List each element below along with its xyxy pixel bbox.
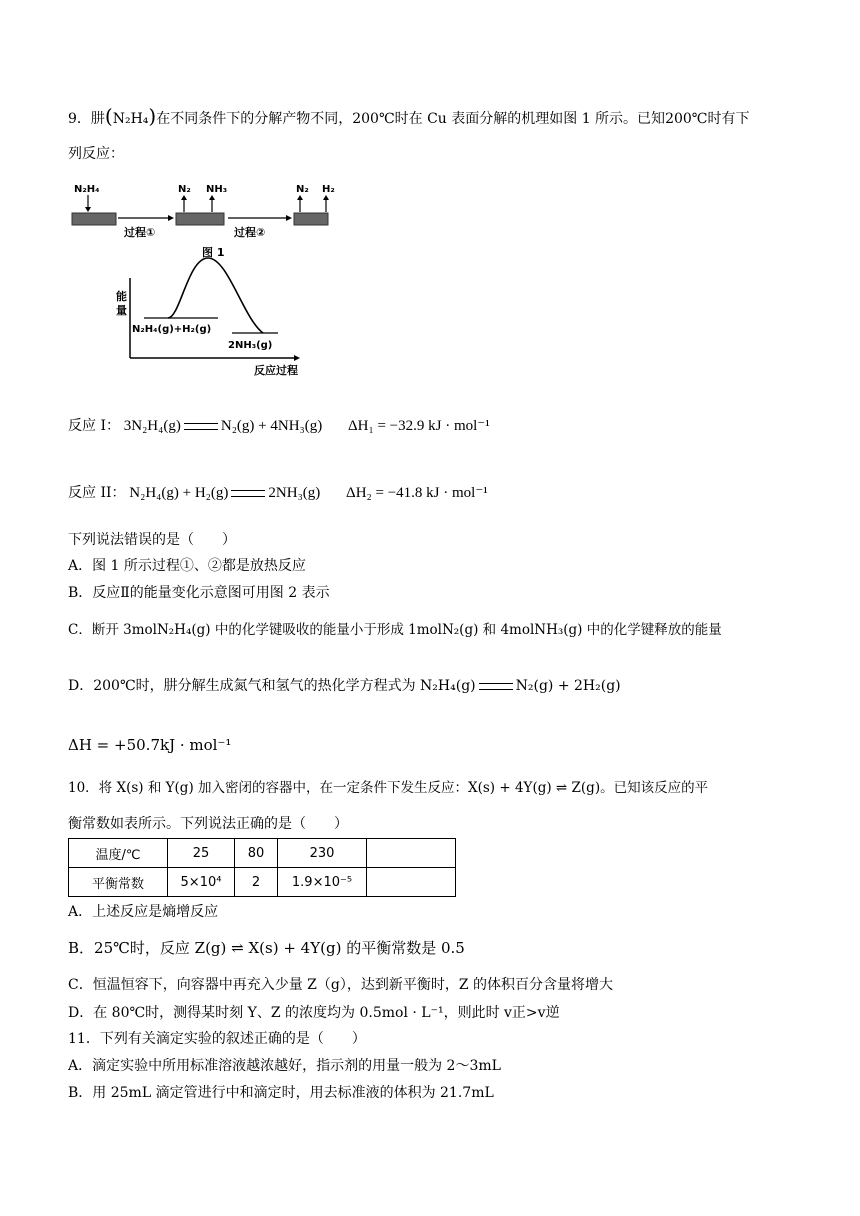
fig2-product-label: 2NH₃(g) xyxy=(228,340,273,351)
table-cell: 1.9×10⁻⁵ xyxy=(278,868,367,897)
reaction-1-lhs: 3N₂H₄(g) xyxy=(123,418,181,434)
q9-stem-line2: 列反应： xyxy=(68,146,124,162)
fig1-label-mid-b: NH₃ xyxy=(206,184,228,195)
q9-option-d: D．200℃时，肼分解生成氮气和氢气的热化学方程式为 N₂H₄(g) N₂(g) + 2H₂(g) xyxy=(68,678,621,694)
fig1-surface-1 xyxy=(72,213,116,225)
reaction-1-dh: ΔH₁ = −32.9 kJ · mol⁻¹ xyxy=(348,418,490,434)
fig1-surface-2 xyxy=(176,213,224,225)
table-cell xyxy=(367,868,456,897)
fig1-label-mid-a: N₂ xyxy=(178,184,191,195)
table-cell: 5×10⁴ xyxy=(168,868,235,897)
table-row xyxy=(69,868,456,897)
fig1-surface-3 xyxy=(294,213,328,225)
table-header-temp: 温度/℃ xyxy=(69,839,168,868)
fig1-caption: 图 1 xyxy=(202,246,225,259)
fig2-reactant-label: N₂H₄(g)+H₂(g) xyxy=(132,324,212,335)
reaction-1-rhs: N₂(g) + 4NH₃(g) xyxy=(220,418,323,434)
table-row xyxy=(69,839,456,868)
q9-option-c: C．断开 3molN₂H₄(g) 中的化学键吸收的能量小于形成 1molN₂(g) 和 4molNH₃(g) 中的化学键释放的能量 xyxy=(68,622,722,638)
q10-option-c: C．恒温恒容下，向容器中再充入少量 Z（g），达到新平衡时，Z 的体积百分含量将增大 xyxy=(68,977,614,993)
q10-option-d: D．在 80℃时，测得某时刻 Y、Z 的浓度均为 0.5mol · L⁻¹，则此时 v正>v逆 xyxy=(68,1005,560,1021)
table-cell: 25 xyxy=(168,839,235,868)
q11-stem: 11．下列有关滴定实验的叙述正确的是（ ） xyxy=(68,1031,366,1047)
q9-figure xyxy=(68,178,335,378)
fig2-ylabel-2: 量 xyxy=(116,304,127,317)
q9-formula: N₂H₄ xyxy=(112,111,149,127)
fig1-step1: 过程① xyxy=(124,226,156,239)
table-cell: 2 xyxy=(235,868,278,897)
table-header-k: 平衡常数 xyxy=(69,868,168,897)
equals-arrow xyxy=(184,423,218,430)
equilibrium-constant-table xyxy=(68,838,456,897)
equals-arrow xyxy=(231,490,265,497)
reaction-2-rhs: 2NH₃(g) xyxy=(268,485,321,501)
reaction-2: 反应 II： N₂H₄(g) + H₂(g) 2NH₃(g) ΔH₂ = −41.8 kJ · mol⁻¹ xyxy=(68,485,488,501)
fig2-ylabel-1: 能 xyxy=(116,290,127,303)
reaction-2-lhs: N₂H₄(g) + H₂(g) xyxy=(129,485,229,501)
q11-option-b: B．用 25mL 滴定管进行中和滴定时，用去标准液的体积为 21.7mL xyxy=(68,1085,494,1101)
equals-arrow xyxy=(479,683,513,690)
q11-option-a: A．滴定实验中所用标准溶液越浓越好，指示剂的用量一般为 2～3mL xyxy=(68,1058,501,1074)
q10-option-b: B．25℃时，反应 Z(g) ⇌ X(s) + 4Y(g) 的平衡常数是 0.5 xyxy=(68,939,465,957)
q9-option-d-dh: ΔH = +50.7kJ · mol⁻¹ xyxy=(68,736,232,754)
q9-option-b: B．反应Ⅱ的能量变化示意图可用图 2 表示 xyxy=(68,585,330,601)
q9-option-a: A．图 1 所示过程①、②都是放热反应 xyxy=(68,558,306,574)
fig1-label-end-a: N₂ xyxy=(296,184,309,195)
fig1-label-start: N₂H₄ xyxy=(74,184,100,195)
q9-question: 下列说法错误的是（ ） xyxy=(68,532,236,548)
fig1-label-end-b: H₂ xyxy=(322,184,335,195)
reaction-2-dh: ΔH₂ = −41.8 kJ · mol⁻¹ xyxy=(346,485,488,501)
q10-option-a: A．上述反应是熵增反应 xyxy=(68,904,219,920)
fig1-step2: 过程② xyxy=(234,226,266,239)
fig2-energy-curve xyxy=(168,258,263,333)
table-cell xyxy=(367,839,456,868)
reaction-1: 反应 I： 3N₂H₄(g) N₂(g) + 4NH₃(g) ΔH₁ = −32.9 kJ · mol⁻¹ xyxy=(68,418,490,434)
q10-stem-line2: 衡常数如表所示。下列说法正确的是（ ） xyxy=(68,816,348,832)
fig2-xlabel: 反应过程 xyxy=(254,364,298,377)
q9-stem-line1: 9．肼(N₂H₄)在不同条件下的分解产物不同，200℃时在 Cu 表面分解的机理如图 1 所示。已知200℃时有下 xyxy=(68,104,750,128)
table-cell: 230 xyxy=(278,839,367,868)
table-cell: 80 xyxy=(235,839,278,868)
q10-stem-line1: 10．将 X(s) 和 Y(g) 加入密闭的容器中，在一定条件下发生反应：X(s) + 4Y(g) ⇌ Z(g)。已知该反应的平 xyxy=(68,780,709,796)
